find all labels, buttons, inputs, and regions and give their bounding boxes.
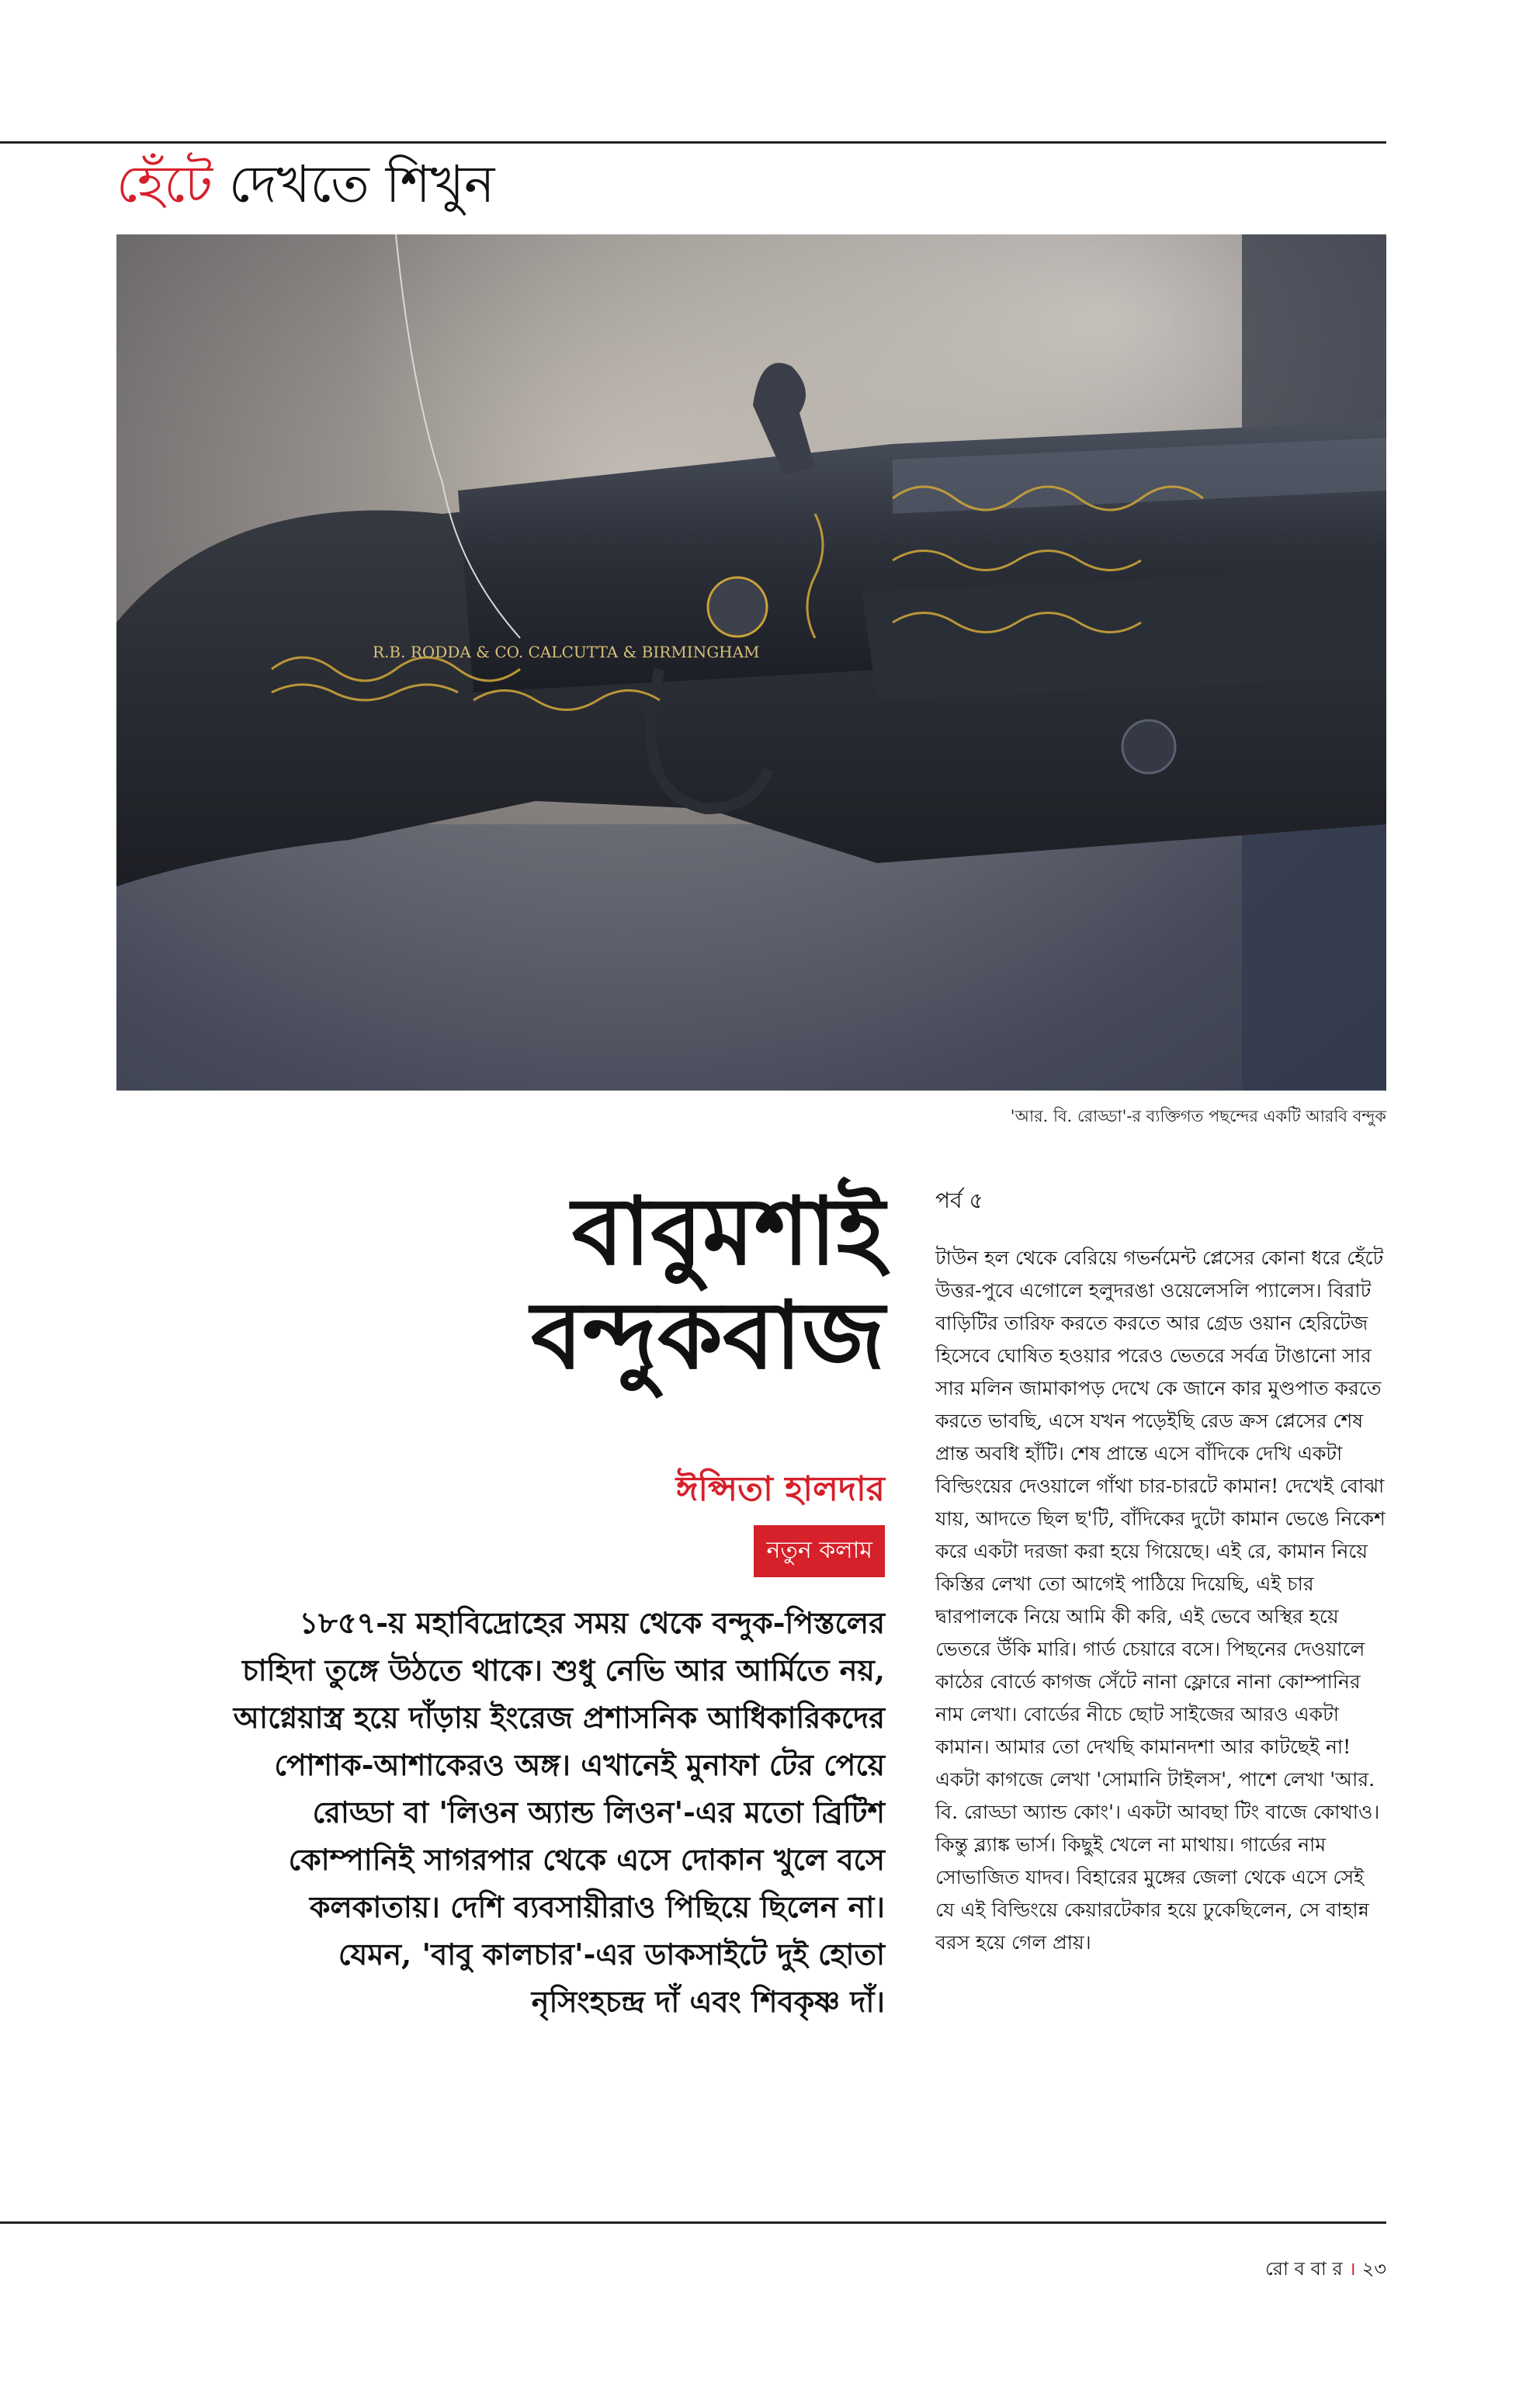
headline-line-1: বাবুমশাই [571, 1177, 885, 1286]
article-lede [233, 1599, 885, 2025]
section-badge: নতুন কলাম [754, 1525, 885, 1577]
author-byline: ঈপ্সিতা হালদার [675, 1469, 885, 1509]
body-text: টাউন হল থেকে বেরিয়ে গভর্নমেন্ট প্লেসের কোনা ধরে হেঁটে উত্তর-পুবে এগোলে হলুদরঙা ওয়েলেসলি প্যালেস। বিরাট বাড়িটির তারিফ করতে করতে আর গ্রেড ওয়ান হেরিটেজ হিসেবে ঘোষিত হওয়ার পরেও ভেতরে সর্বত্র টাঙানো সার সার মলিন জামাকাপড় দেখে কে জানে কার মুণ্ডপাত করতে করতে ভাবছি, এসে যখন পড়েইছি রেড ক্রস প্লেসের শেষ প্রান্ত অবধি হাঁটি। শেষ প্রান্তে এসে বাঁদিকে দেখি একটা বিল্ডিংয়ের দেওয়ালে গাঁথা চার-চারটে কামান! দেখেই বোঝা যায়, আদতে ছিল ছ'টি, বাঁদিকের দুটো কামান ভেঙে নিকেশ করে একটা দরজা করা হয়ে গিয়েছে। এই রে, কামান নিয়ে কিস্তির লেখা তো আগেই পাঠিয়ে দিয়েছি, এই চার দ্বারপালকে নিয়ে আমি কী করি, এই ভেবে অস্থির হয়ে ভেতরে উঁকি মারি। গার্ড চেয়ারে বসে। পিছনের দেওয়ালে কাঠের বোর্ডে কাগজ সেঁটে নানা ফ্লোরে নানা কোম্পানির নাম লেখা। বোর্ডের নীচে ছোট সাইজের আরও একটা কামান। আমার তো দেখছি কামানদশা আর কাটছেই না! একটা কাগজে লেখা 'সোমানি টাইলস', পাশে লেখা 'আর. বি. রোড্ডা অ্যান্ড কোং'। একটা আবছা টিং বাজে কোথাও। কিন্তু ব্ল্যাঙ্ক ভার্স। কিছুই খেলে না মাথায়। গার্ডের নাম সোভাজিত যাদব। বিহারের মুঙ্গের জেলা থেকে এসে সেই যে এই বিল্ডিংয়ে কেয়ারটেকার হয়ে ঢুকেছিলেন, সে বাহান্ন বরস হয়ে গেল প্রায়। [935, 1247, 1386, 1954]
gun-illustration [116, 234, 1386, 1091]
article-headline [419, 1177, 885, 1391]
magazine-name: রো ব বা র [1265, 2258, 1343, 2280]
headline-line-2: বন্দুকবাজ [531, 1281, 885, 1391]
article-body [935, 1242, 1386, 1959]
article-photo [116, 234, 1386, 1091]
gun-engraving: R.B. RODDA & CO. CALCUTTA & BIRMINGHAM [373, 643, 760, 661]
page-number: ২৩ [1361, 2258, 1386, 2280]
bottom-rule [0, 2221, 1386, 2224]
top-rule [0, 141, 1386, 144]
column-title-main: দেখতে শিখুন [228, 154, 495, 214]
footer-separator: । [1348, 2258, 1356, 2280]
column-title-accent: হেঁটে [116, 154, 213, 214]
column-title [116, 154, 495, 214]
page-footer [1265, 2255, 1386, 2286]
lede-text: ১৮৫৭-য় মহাবিদ্রোহের সময় থেকে বন্দুক-পিস্তলের চাহিদা তুঙ্গে উঠতে থাকে। শুধু নেভি আর আর্মিতে নয়, আগ্নেয়াস্ত্র হয়ে দাঁড়ায় ইংরেজ প্রশাসনিক আধিকারিকদের পোশাক-আশাকেরও অঙ্গ। এখানেই মুনাফা টের পেয়ে রোড্ডা বা 'লিওন অ্যান্ড লিওন'-এর মতো ব্রিটিশ কোম্পানিই সাগরপার থেকে এসে দোকান খুলে বসে কলকাতায়। দেশি ব্যবসায়ীরাও পিছিয়ে ছিলেন না। যেমন, 'বাবু কালচার'-এর ডাকসাইটে দুই হোতা নৃসিংহচন্দ্র দাঁ এবং শিবকৃষ্ণ দাঁ। [233, 1605, 885, 2019]
episode-label: পর্ব ৫ [935, 1188, 983, 1213]
photo-caption: 'আর. বি. রোড্ডা'-র ব্যক্তিগত পছন্দের একটি আরবি বন্দুক [1010, 1107, 1386, 1125]
